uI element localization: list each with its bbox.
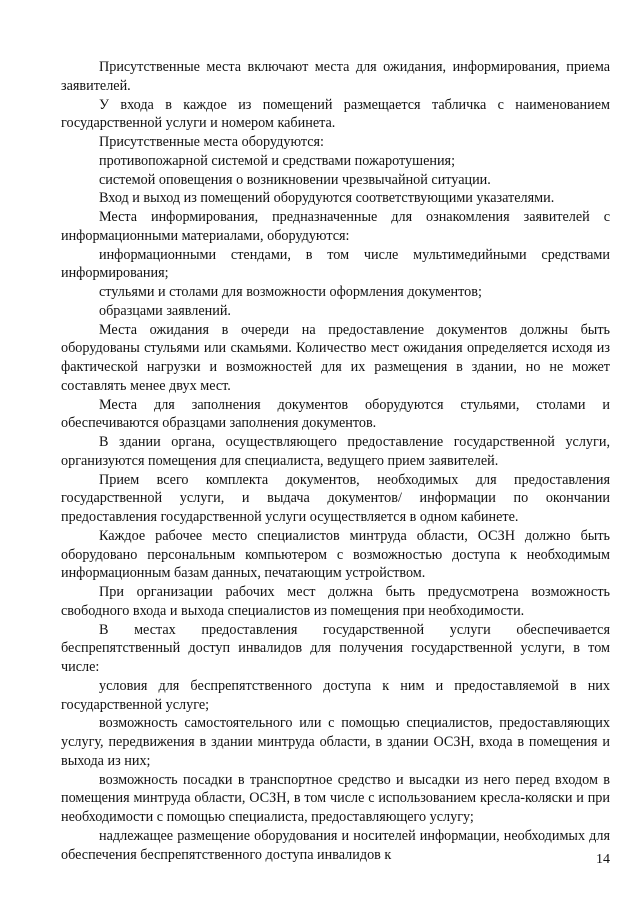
paragraph: У входа в каждое из помещений размещается табличка с наименованием государственной услуги и номером кабинета. bbox=[61, 96, 610, 132]
paragraph: системой оповещения о возникновении чрезвычайной ситуации. bbox=[99, 171, 491, 188]
paragraph: Присутственные места оборудуются: bbox=[99, 134, 324, 150]
paragraph: надлежащее размещение оборудования и носителей информации, необходимых для обеспечения беспрепятственного доступа инвалидов к bbox=[61, 827, 610, 863]
document-text bbox=[61, 58, 610, 864]
paragraph: Места ожидания в очереди на предоставление документов должны быть оборудованы стульями или скамьями. Количество мест ожидания определяется исходя из фактической нагрузки и возможностей для их размещения в здании, но не может составлять менее двух мест. bbox=[61, 321, 610, 394]
paragraph: стульями и столами для возможности оформления документов; bbox=[99, 284, 482, 300]
paragraph: возможность самостоятельного или с помощью специалистов, предоставляющих услугу, передвижения в здании минтруда области, в здании ОСЗН, входа в помещения и выхода из них; bbox=[61, 715, 610, 769]
paragraph: В местах предоставления государственной услуги обеспечивается беспрепятственный доступ инвалидов для получения государственной услуги, в том числе: bbox=[61, 621, 610, 675]
paragraph: Прием всего комплекта документов, необходимых для предоставления государственной услуги, и выдача документов/ информации по окончании предоставления государственной услуги осуществляется в одном кабинете. bbox=[61, 471, 610, 525]
paragraph: Вход и выход из помещений оборудуются соответствующими указателями. bbox=[99, 190, 555, 207]
paragraph: Места информирования, предназначенные для ознакомления заявителей с информационными материалами, оборудуются: bbox=[61, 209, 610, 244]
paragraph: противопожарной системой и средствами пожаротушения; bbox=[99, 152, 456, 169]
paragraph: Присутственные места включают места для ожидания, информирования, приема заявителей. bbox=[61, 59, 610, 94]
paragraph: При организации рабочих мест должна быть предусмотрена возможность свободного входа и выхода специалистов из помещения при необходимости. bbox=[61, 584, 610, 619]
paragraph: В здании органа, осуществляющего предоставление государственной услуги, организуются помещения для специалиста, ведущего прием заявителей. bbox=[61, 434, 610, 469]
paragraph: условия для беспрепятственного доступа к ним и предоставляемой в них государственной услуге; bbox=[61, 677, 610, 713]
paragraph: образцами заявлений. bbox=[99, 302, 231, 319]
paragraph: информационными стендами, в том числе мультимедийными средствами информирования; bbox=[61, 246, 610, 282]
page-number: 14 bbox=[596, 852, 610, 867]
paragraph: возможность посадки в транспортное средство и высадки из него перед входом в помещения минтруда области, ОСЗН, в том числе с использованием кресла-коляски и при необходимости с помощью специалиста, предоставляющего услугу; bbox=[61, 771, 610, 825]
paragraph: Каждое рабочее место специалистов минтруда области, ОСЗН должно быть оборудовано персональным компьютером с возможностью доступа к необходимым информационным базам данных, печатающим устройством. bbox=[61, 527, 610, 582]
paragraph: Места для заполнения документов оборудуются стульями, столами и обеспечиваются образцами заполнения документов. bbox=[61, 396, 610, 432]
